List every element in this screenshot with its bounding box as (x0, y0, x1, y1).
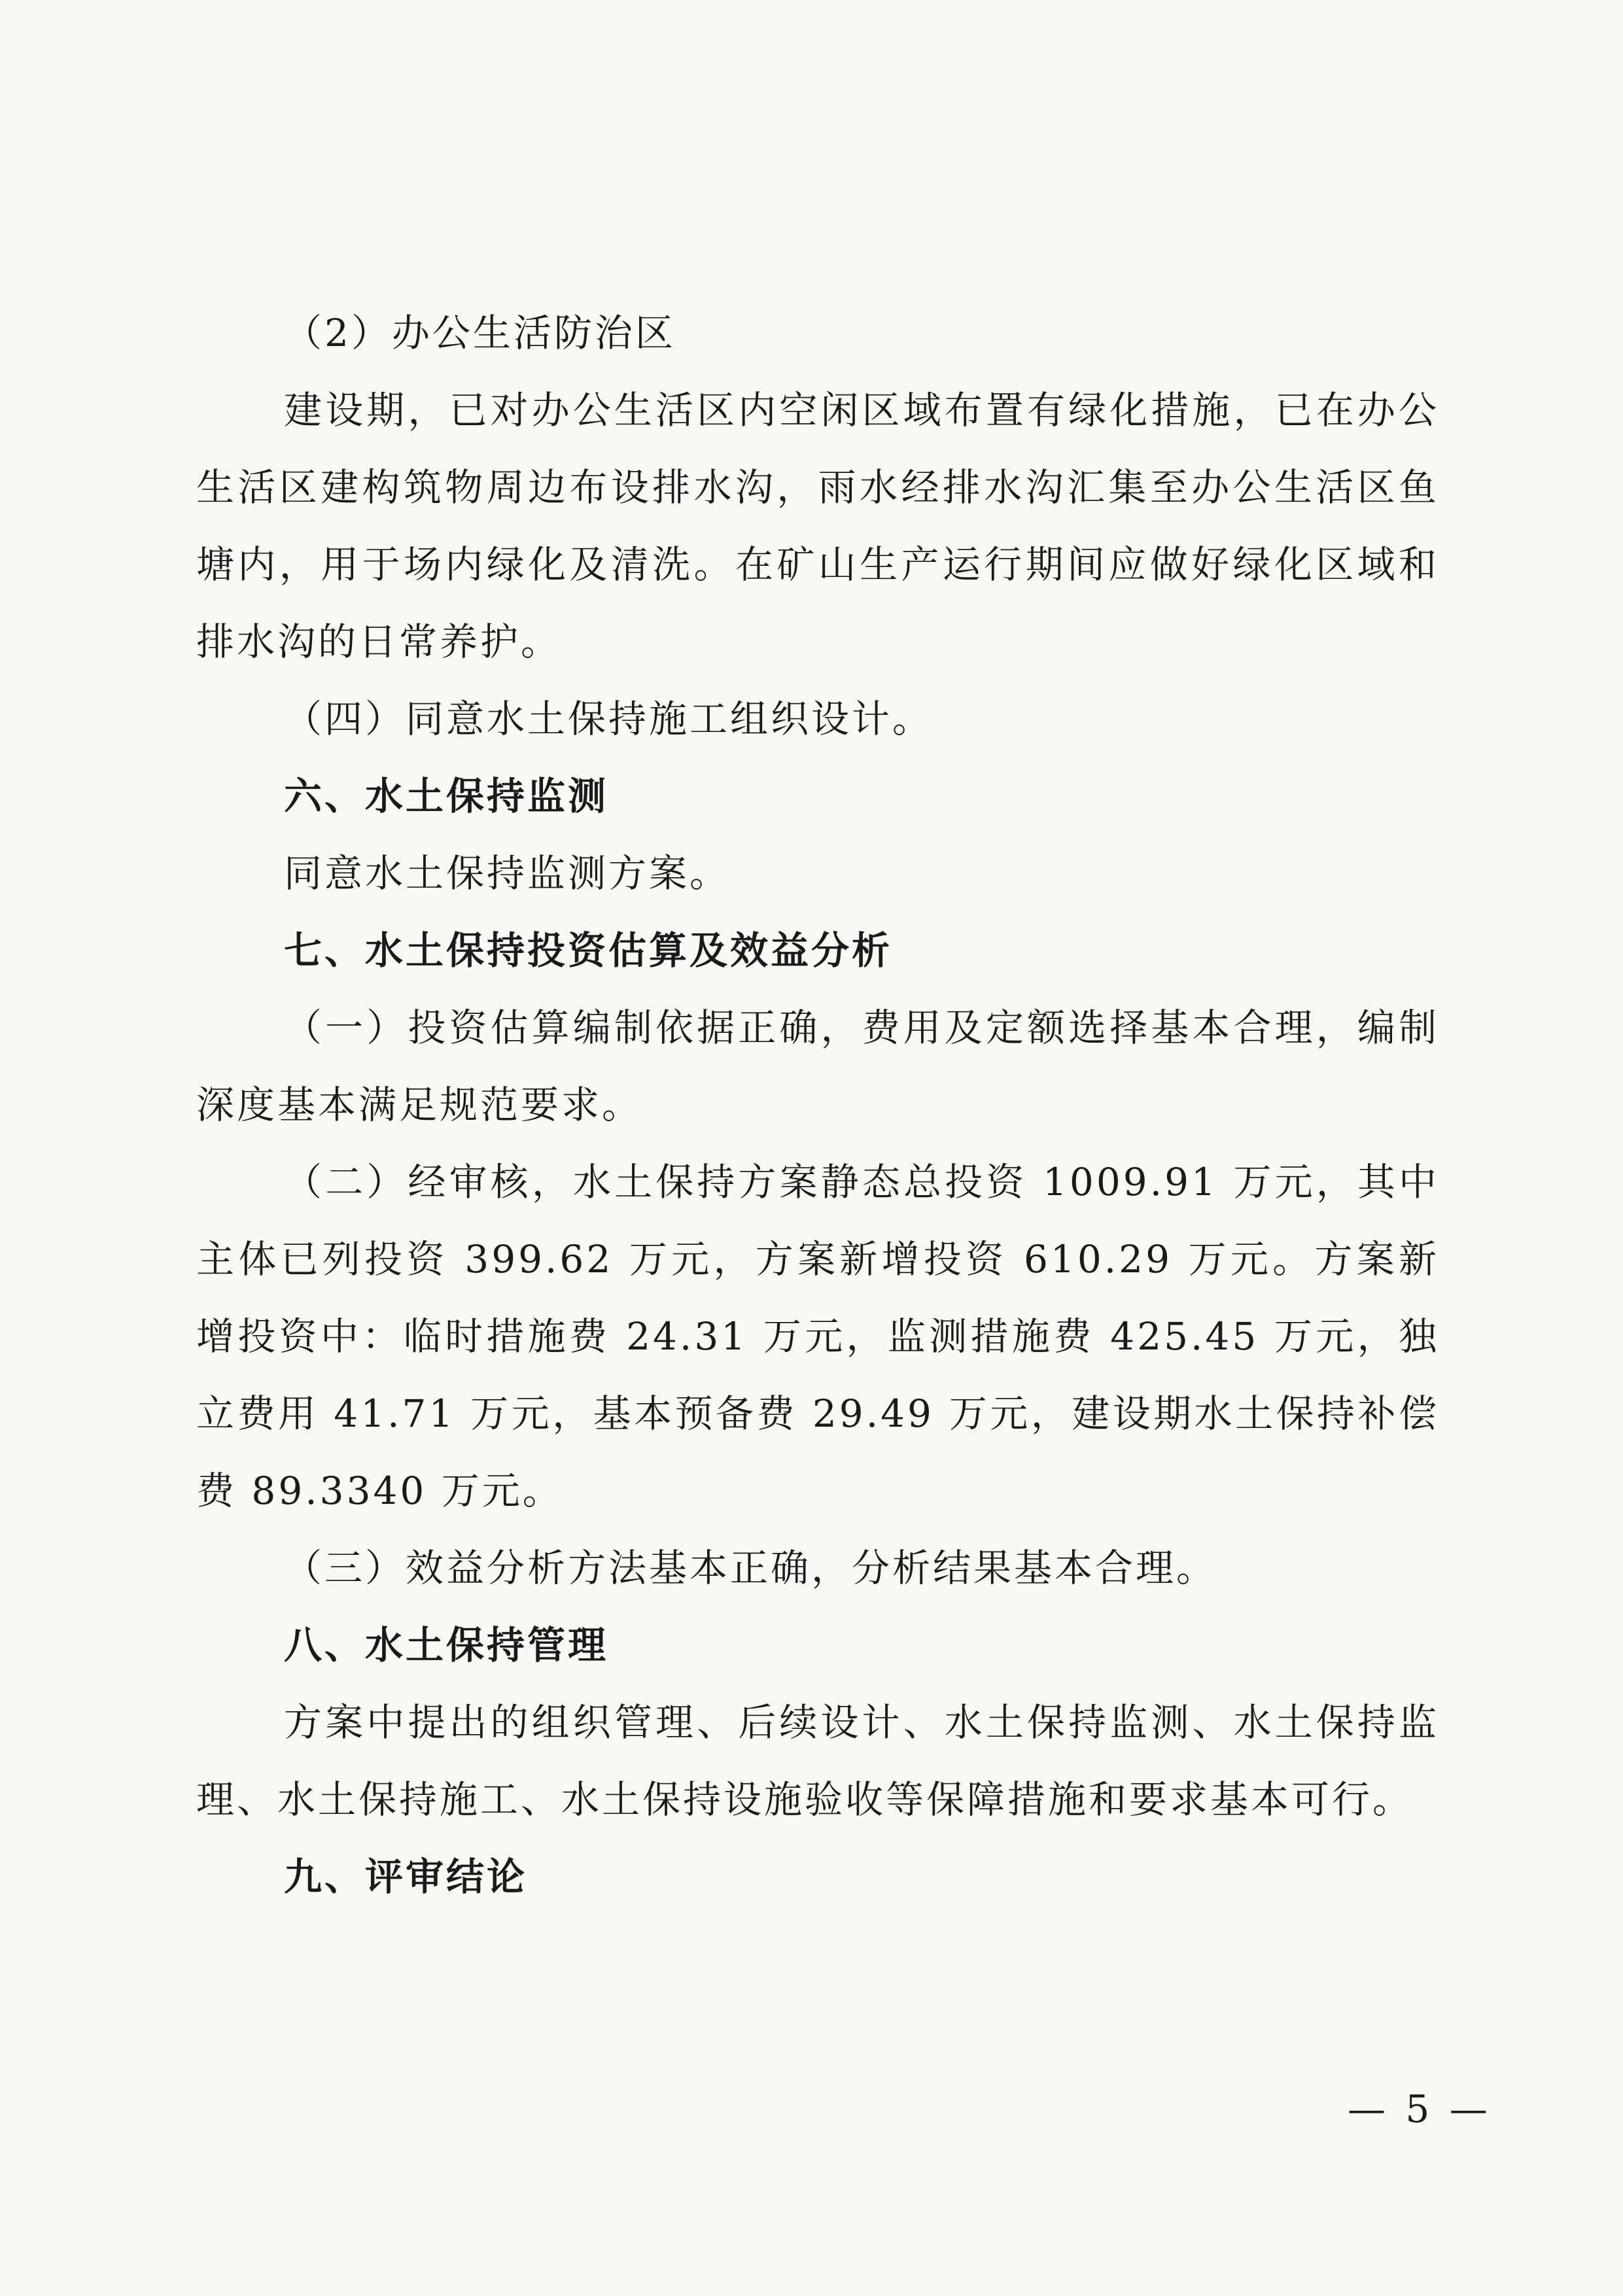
paragraph-construction-organization: （四）同意水土保持施工组织设计。 (284, 697, 934, 741)
section-heading-management: 八、水土保持管理 (284, 1623, 609, 1667)
page-number: — 5 — (1348, 2087, 1492, 2131)
document-body (196, 294, 1439, 1915)
paragraph-investment-total: （二）经审核，水土保持方案静态总投资 1009.91 万元，其中主体已列投资 399.62 万元，方案新增投资 610.29 万元。方案新增投资中：临时措施费 24.31 万元，监测措施费 425.45 万元，独立费用 41.71 万元，基本预备费 29.49 万元，建设期水土保持补偿费 89.3340 万元。 (196, 1160, 1439, 1513)
paragraph-investment-basis: （一）投资估算编制依据正确，费用及定额选择基本合理，编制深度基本满足规范要求。 (196, 1005, 1439, 1127)
subsection-office-living-area: （2）办公生活防治区 (284, 311, 676, 355)
paragraph-construction-period: 建设期，已对办公生活区内空闲区域布置有绿化措施，已在办公生活区建构筑物周边布设排水沟，雨水经排水沟汇集至办公生活区鱼塘内，用于场内绿化及清洗。在矿山生产运行期间应做好绿化区域和排水沟的日常养护。 (196, 388, 1439, 664)
section-heading-monitoring: 六、水土保持监测 (284, 774, 609, 818)
paragraph-benefit-analysis: （三）效益分析方法基本正确，分析结果基本合理。 (284, 1546, 1217, 1590)
section-heading-investment: 七、水土保持投资估算及效益分析 (284, 928, 893, 973)
paragraph-monitoring-plan: 同意水土保持监测方案。 (284, 851, 731, 896)
section-heading-conclusion: 九、评审结论 (284, 1854, 528, 1899)
paragraph-management-measures: 方案中提出的组织管理、后续设计、水土保持监测、水土保持监理、水土保持施工、水土保持设施验收等保障措施和要求基本可行。 (196, 1700, 1439, 1822)
